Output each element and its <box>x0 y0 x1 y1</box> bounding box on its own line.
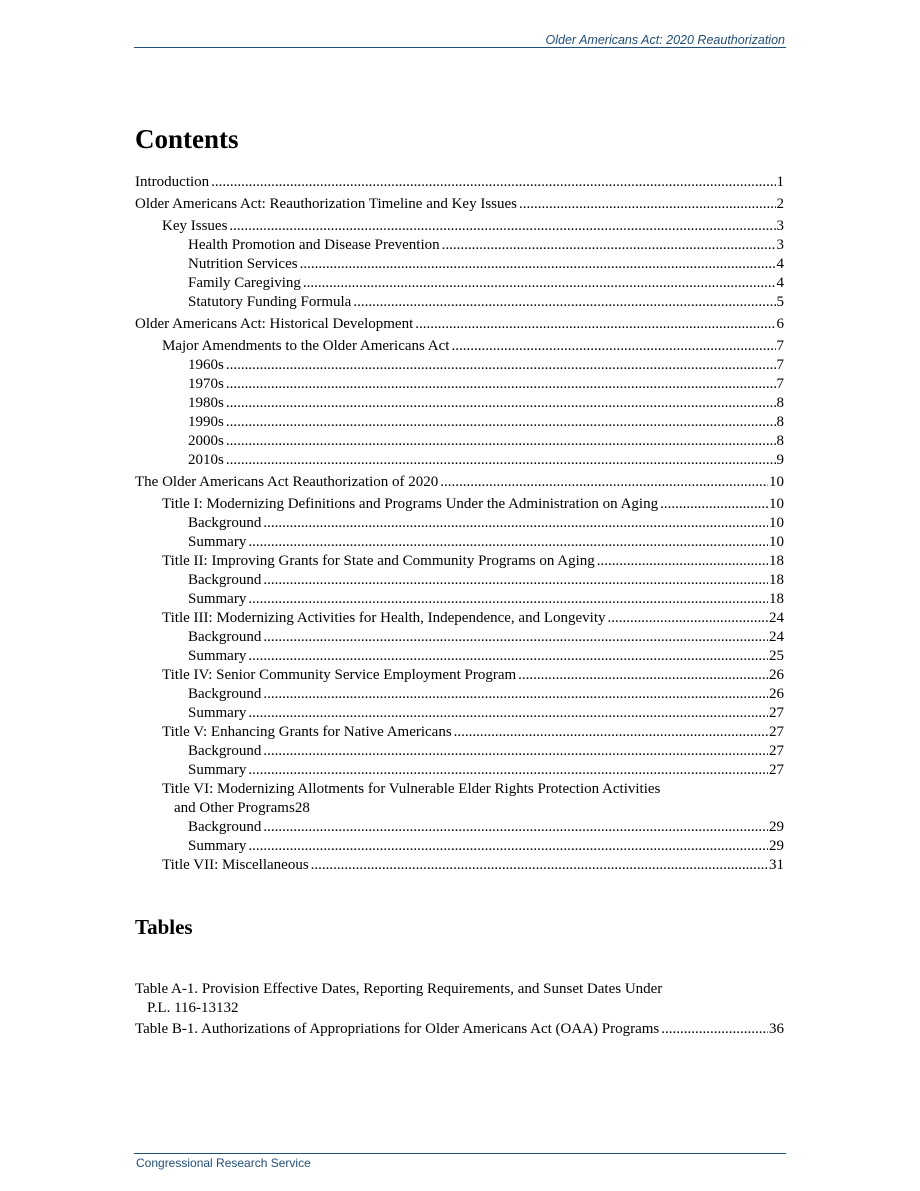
toc-entry[interactable] <box>135 356 784 375</box>
toc-page-number: 27 <box>769 724 784 740</box>
toc-entry-label: Nutrition Services <box>188 256 298 272</box>
dot-leader <box>263 742 768 761</box>
toc-page-number: 3 <box>776 218 784 234</box>
toc-entry[interactable] <box>135 704 784 723</box>
dot-leader <box>226 451 776 470</box>
toc-entry[interactable] <box>135 571 784 590</box>
dot-leader <box>263 514 768 533</box>
toc-page-number: 5 <box>776 294 784 310</box>
toc-entry-label: Title V: Enhancing Grants for Native Americans <box>162 724 452 740</box>
toc-entry[interactable] <box>135 685 784 704</box>
dot-leader <box>226 356 776 375</box>
toc-entry[interactable] <box>135 274 784 293</box>
toc-entry-label-continued: and Other Programs <box>174 800 295 816</box>
toc-page-number: 24 <box>769 629 784 645</box>
dot-leader <box>519 195 775 214</box>
toc-entry[interactable] <box>135 590 784 609</box>
toc-page-number: 9 <box>776 452 784 468</box>
toc-entry[interactable] <box>135 552 784 571</box>
toc-entry-label: Summary <box>188 838 247 854</box>
toc-page-number: 10 <box>769 534 784 550</box>
dot-leader <box>248 533 768 552</box>
toc-page-number: 7 <box>776 357 784 373</box>
toc-page-number: 18 <box>769 572 784 588</box>
toc-entry-label: Summary <box>188 534 247 550</box>
toc-entry[interactable] <box>135 315 784 334</box>
toc-page-number: 29 <box>769 819 784 835</box>
toc-page-number: 3 <box>776 237 784 253</box>
toc-entry[interactable] <box>135 723 784 742</box>
dot-leader <box>248 647 768 666</box>
toc-page-number: 27 <box>769 743 784 759</box>
toc-entry-label: Statutory Funding Formula <box>188 294 352 310</box>
dot-leader <box>440 473 768 492</box>
toc-page-number: 24 <box>769 610 784 626</box>
dot-leader <box>248 837 768 856</box>
toc-entry[interactable] <box>135 195 784 214</box>
toc-entry-label: Health Promotion and Disease Prevention <box>188 237 440 253</box>
toc-entry[interactable] <box>135 375 784 394</box>
toc-entry[interactable] <box>135 473 784 492</box>
toc-page-number: 6 <box>776 316 784 332</box>
toc-page-number: 27 <box>769 762 784 778</box>
dot-leader <box>303 274 776 293</box>
toc-entry-label: Summary <box>188 705 247 721</box>
toc-page-number: 4 <box>776 256 784 272</box>
dot-leader <box>263 571 768 590</box>
toc-page-number: 25 <box>769 648 784 664</box>
footer-publisher: Congressional Research Service <box>136 1156 311 1170</box>
toc-entry-label: 2010s <box>188 452 224 468</box>
toc-entry-label: Family Caregiving <box>188 275 301 291</box>
toc-entry[interactable] <box>135 451 784 470</box>
toc-page-number: 2 <box>776 196 784 212</box>
toc-entry-label: Summary <box>188 591 247 607</box>
dot-leader <box>661 1020 768 1039</box>
dot-leader <box>442 236 776 255</box>
header-rule <box>134 47 786 48</box>
dot-leader <box>454 723 768 742</box>
toc-page-number: 8 <box>776 433 784 449</box>
dot-leader <box>518 666 768 685</box>
toc-entry[interactable] <box>135 1020 784 1039</box>
toc-entry[interactable] <box>135 647 784 666</box>
dot-leader <box>300 255 776 274</box>
dot-leader <box>311 856 768 875</box>
toc-entry[interactable] <box>135 980 784 1018</box>
toc-entry-label: 1970s <box>188 376 224 392</box>
tables-list <box>135 980 784 1042</box>
toc-entry[interactable] <box>135 293 784 312</box>
dot-leader <box>608 609 769 628</box>
dot-leader <box>263 628 768 647</box>
dot-leader <box>211 173 775 192</box>
toc-page-number: 10 <box>769 474 784 490</box>
toc-entry[interactable] <box>135 856 784 875</box>
toc-entry-label: Major Amendments to the Older Americans Act <box>162 338 450 354</box>
toc-page-number: 10 <box>769 496 784 512</box>
toc-entry[interactable] <box>135 514 784 533</box>
toc-page-number: 29 <box>769 838 784 854</box>
dot-leader <box>660 495 768 514</box>
toc-entry-label: Title II: Improving Grants for State and Community Programs on Aging <box>162 553 595 569</box>
dot-leader <box>248 704 768 723</box>
dot-leader <box>263 818 768 837</box>
toc-entry[interactable] <box>135 217 784 236</box>
toc-entry-label: Table B-1. Authorizations of Appropriations for Older Americans Act (OAA) Programs <box>135 1021 660 1037</box>
toc-page-number: 7 <box>776 338 784 354</box>
toc-entry[interactable] <box>135 780 784 818</box>
footer-rule <box>134 1153 786 1154</box>
toc-entry[interactable] <box>135 394 784 413</box>
dot-leader <box>226 375 776 394</box>
toc-page-number: 18 <box>769 591 784 607</box>
toc-entry-label: Table A-1. Provision Effective Dates, Reporting Requirements, and Sunset Dates Under <box>135 981 663 997</box>
dot-leader <box>226 394 776 413</box>
toc-page-number: 7 <box>776 376 784 392</box>
toc-entry-label: Background <box>188 629 262 645</box>
toc-entry[interactable] <box>135 742 784 761</box>
toc-page-number: 10 <box>769 515 784 531</box>
dot-leader <box>263 685 768 704</box>
toc-entry-label: Older Americans Act: Reauthorization Timeline and Key Issues <box>135 196 518 212</box>
toc-entry-label: Title I: Modernizing Definitions and Programs Under the Administration on Aging <box>162 496 659 512</box>
dot-leader <box>229 217 775 236</box>
toc-entry-label: Background <box>188 515 262 531</box>
toc-entry-label: 2000s <box>188 433 224 449</box>
toc-entry[interactable] <box>135 495 784 514</box>
toc-entry-label: Summary <box>188 648 247 664</box>
dot-leader <box>226 432 776 451</box>
toc-page-number: 18 <box>769 553 784 569</box>
toc-page-number: 31 <box>769 857 784 873</box>
toc-entry-label: Background <box>188 572 262 588</box>
contents-heading: Contents <box>135 124 239 154</box>
toc-entry-label: Key Issues <box>162 218 228 234</box>
tables-heading: Tables <box>135 915 193 939</box>
toc-entry[interactable] <box>135 609 784 628</box>
toc-entry[interactable] <box>135 837 784 856</box>
toc-entry[interactable] <box>135 761 784 780</box>
toc-entry[interactable] <box>135 337 784 356</box>
toc-page-number: 8 <box>776 414 784 430</box>
toc-page-number: 4 <box>776 275 784 291</box>
toc-entry-label: Older Americans Act: Historical Development <box>135 316 414 332</box>
toc-entry-label: The Older Americans Act Reauthorization of 2020 <box>135 474 439 490</box>
toc-entry-label: 1960s <box>188 357 224 373</box>
toc-entry[interactable] <box>135 666 784 685</box>
toc-entry-label: 1980s <box>188 395 224 411</box>
toc-entry[interactable] <box>135 533 784 552</box>
toc-entry-label: Title VI: Modernizing Allotments for Vulnerable Elder Rights Protection Activities <box>162 781 661 797</box>
toc-page-number: 36 <box>769 1021 784 1037</box>
dot-leader <box>226 413 776 432</box>
toc-entry-label: Title VII: Miscellaneous <box>162 857 309 873</box>
toc-entry-label: 1990s <box>188 414 224 430</box>
toc-entry-label: Introduction <box>135 174 210 190</box>
toc-page-number: 1 <box>776 174 784 190</box>
toc-entry-label: Background <box>188 743 262 759</box>
toc-entry[interactable] <box>135 628 784 647</box>
toc-entry[interactable] <box>135 173 784 192</box>
dot-leader <box>248 590 768 609</box>
toc-entry-label: Title III: Modernizing Activities for Health, Independence, and Longevity <box>162 610 606 626</box>
dot-leader <box>451 337 775 356</box>
toc-entry[interactable] <box>135 818 784 837</box>
toc-page-number: 32 <box>223 1000 239 1016</box>
toc-entry-label-continued: P.L. 116-131 <box>147 1000 224 1016</box>
toc-page-number: 26 <box>769 667 784 683</box>
toc-entry-label: Background <box>188 819 262 835</box>
toc-page-number: 26 <box>769 686 784 702</box>
toc-entry[interactable] <box>135 255 784 274</box>
toc-page-number: 27 <box>769 705 784 721</box>
dot-leader <box>597 552 768 571</box>
contents-list <box>135 173 784 875</box>
toc-entry-label: Summary <box>188 762 247 778</box>
dot-leader <box>248 761 768 780</box>
dot-leader <box>353 293 775 312</box>
toc-entry[interactable] <box>135 236 784 255</box>
running-header: Older Americans Act: 2020 Reauthorization <box>545 33 785 47</box>
dot-leader <box>415 315 775 334</box>
toc-entry-label: Background <box>188 686 262 702</box>
toc-page-number: 28 <box>294 800 310 816</box>
toc-entry[interactable] <box>135 432 784 451</box>
toc-entry-label: Title IV: Senior Community Service Employment Program <box>162 667 517 683</box>
toc-entry[interactable] <box>135 413 784 432</box>
toc-page-number: 8 <box>776 395 784 411</box>
